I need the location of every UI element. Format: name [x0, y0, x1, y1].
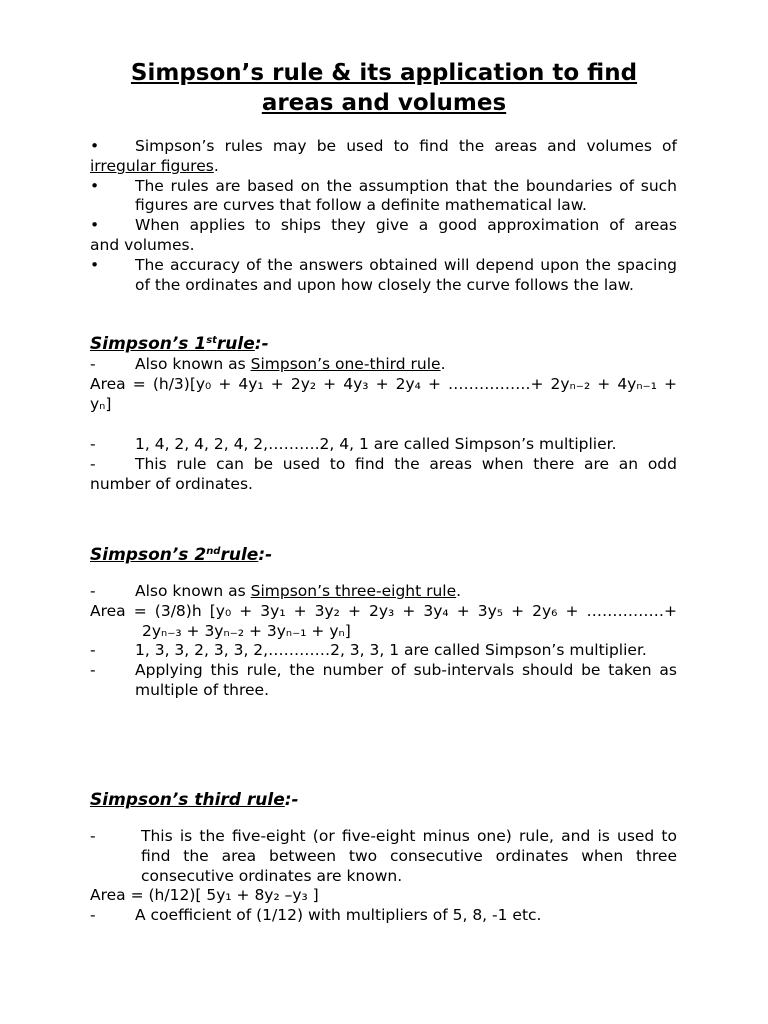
rule3-formula: Area = (h/12)[ 5y₁ + 8y₂ –y₃ ] [90, 886, 319, 905]
rule2-body [90, 582, 677, 701]
bullet-icon: • [90, 137, 100, 155]
rule3-desc [90, 827, 677, 886]
dash-marker: - [90, 827, 96, 845]
dash-marker: - [90, 582, 96, 600]
rule2-heading-text: Simpson’s 2 [90, 545, 207, 565]
rule1-heading-text: Simpson’s 1 [90, 334, 207, 354]
bullet-icon: • [90, 216, 100, 235]
intro-bullet-3-line-2: and volumes. [90, 235, 195, 254]
dash-marker: - [90, 641, 96, 660]
dash-marker: - [90, 661, 96, 680]
dash-marker: - [90, 906, 96, 925]
rule1-formula-line-2: yₙ] [90, 394, 112, 413]
rule2-usage [90, 661, 677, 701]
rule2-heading-sup: nd [206, 546, 221, 557]
rule3-heading-suffix: :- [284, 790, 299, 810]
simpson-three-eight-link[interactable]: Simpson’s three-eight rule [250, 582, 457, 600]
page-title [90, 58, 678, 118]
rule3-desc-text: This is the five-eight (or five-eight minus one) rule, and is used to find the area between two consecutive ordinates when three consecutive ordinates are known. [141, 827, 677, 885]
period: . [213, 156, 219, 175]
rule1-heading-sup: st [206, 335, 217, 346]
rule1-heading-suffix: :- [254, 334, 269, 354]
rule1-formula-line-1: Area = (h/3)[y₀ + 4y₁ + 2y₂ + 4y₃ + 2y₄ + …………….+ 2yₙ₋₂ + 4yₙ₋₁ + [90, 374, 677, 393]
rule1-multiplier-text: 1, 4, 2, 4, 2, 4, 2,……….2, 4, 1 are called Simpson’s multiplier. [135, 435, 617, 453]
rule3-heading-text: Simpson’s third rule [90, 790, 285, 810]
intro-bullet-3 [90, 216, 677, 256]
rule2-heading-word: rule [220, 545, 259, 565]
intro-bullet-1 [90, 137, 677, 177]
rule2-multiplier [90, 641, 677, 661]
rule1-aka [90, 355, 677, 375]
rule1-body [90, 355, 677, 414]
dash-marker: - [90, 435, 96, 453]
bullet-icon: • [90, 176, 100, 195]
period: . [440, 355, 446, 373]
bullet-icon: • [90, 255, 100, 274]
rule2-aka [90, 582, 677, 602]
rule1-heading-word: rule [216, 334, 255, 354]
rule2-usage-text: Applying this rule, the number of sub-intervals should be taken as multiple of three. [135, 661, 677, 699]
rule1-usage-text: This rule can be used to find the areas when there are an odd number of ordinates. [90, 454, 677, 493]
period: . [456, 582, 462, 600]
rule2-formula-line-1: Area = (3/8)h [y₀ + 3y₁ + 3y₂ + 2y₃ + 3y₄ + 3y₅ + 2y₆ + ……………+ [90, 601, 677, 620]
rule3-heading [90, 789, 299, 811]
intro-bullet-3-line-1: When applies to ships they give a good approximation of areas [135, 216, 677, 235]
intro-bullet-2-text: The rules are based on the assumption that the boundaries of such figures are curves that follow a definite mathematical law. [135, 176, 677, 215]
rule2-heading [90, 544, 272, 566]
rule3-coefficient [90, 906, 677, 926]
rule1-usage [90, 455, 677, 495]
rule1-aka-text: Also known as [135, 355, 251, 373]
intro-bullet-4-text: The accuracy of the answers obtained will depend upon the spacing of the ordinates and upon how closely the curve follows the law. [135, 255, 677, 294]
dash-marker: - [90, 454, 96, 473]
rule3-coefficient-text: A coefficient of (1/12) with multipliers of 5, 8, -1 etc. [135, 906, 542, 925]
dash-marker: - [90, 355, 96, 373]
irregular-figures-link[interactable]: irregular figures [90, 156, 214, 175]
title-line-1: Simpson’s rule & its application to find [130, 60, 638, 86]
rule1-notes [90, 435, 677, 494]
rule2-multiplier-text: 1, 3, 3, 2, 3, 3, 2,…………2, 3, 3, 1 are called Simpson’s multiplier. [135, 641, 647, 660]
intro-list [90, 137, 677, 295]
simpson-one-third-link[interactable]: Simpson’s one-third rule [250, 355, 441, 373]
rule3-body [90, 827, 677, 926]
rule1-multiplier [90, 435, 677, 455]
rule1-heading [90, 333, 269, 355]
rule2-aka-text: Also known as [135, 582, 251, 600]
intro-bullet-4 [90, 256, 677, 296]
intro-bullet-1-line-2 [90, 157, 677, 177]
rule2-heading-suffix: :- [258, 545, 273, 565]
title-line-2: areas and volumes [261, 90, 507, 116]
intro-bullet-1-line-1: Simpson’s rules may be used to find the areas and volumes of [135, 137, 677, 155]
rule2-formula-line-2: 2yₙ₋₃ + 3yₙ₋₂ + 3yₙ₋₁ + yₙ] [142, 621, 351, 640]
intro-bullet-2 [90, 177, 677, 217]
